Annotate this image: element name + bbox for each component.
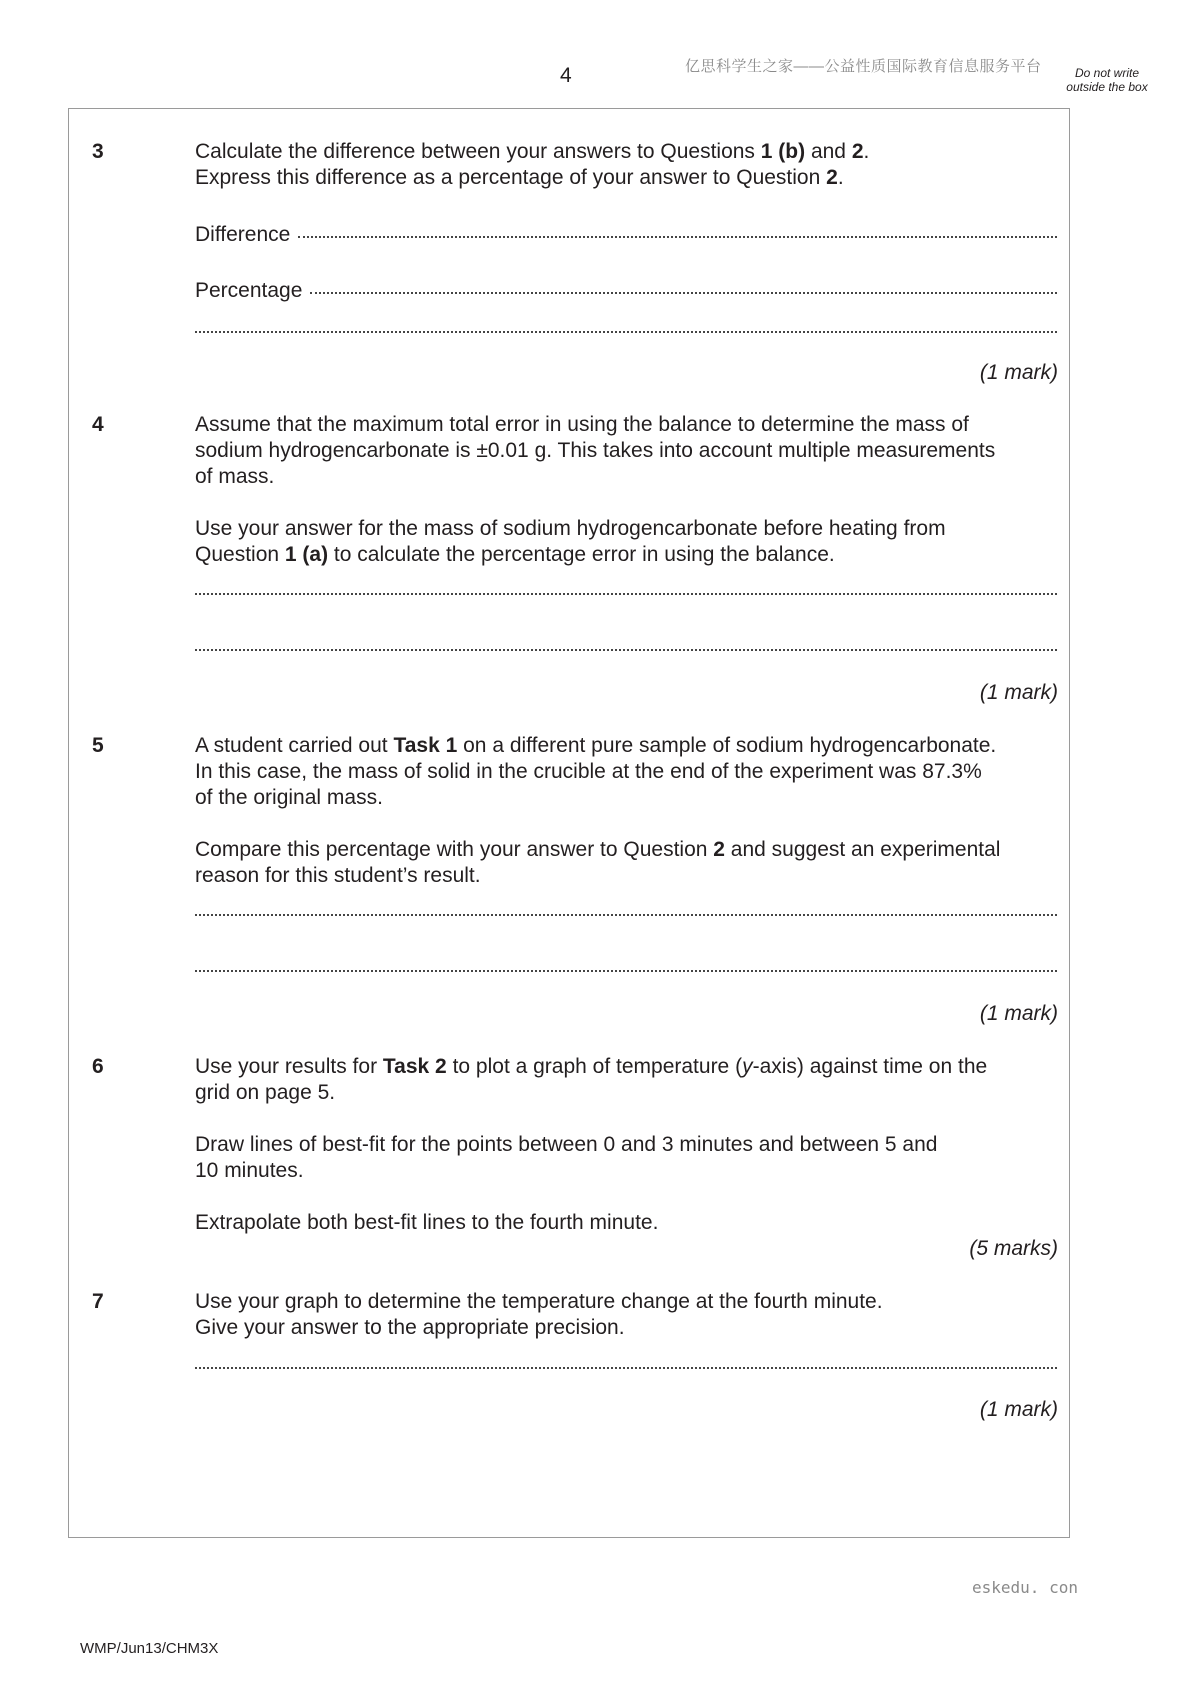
question-3-extra-answer-line[interactable] [195,334,1057,336]
question-6-marks: (5 marks) [969,1237,1058,1260]
difference-label: Difference [195,223,291,246]
question-5-answer-line-1[interactable] [195,917,1057,919]
question-7-text [195,1289,1055,1341]
question-3-marks: (1 mark) [979,361,1058,384]
question-3-text [195,139,1055,191]
question-text-line: Use your graph to determine the temperature change at the fourth minute. [195,1290,883,1313]
dotted-line [310,292,1057,294]
question-7-answer-line[interactable] [195,1370,1057,1372]
dotted-line [195,593,1057,595]
dotted-line [195,331,1057,333]
question-text-line [195,1106,1055,1132]
percentage-label: Percentage [195,279,303,302]
question-text-line: Use your results for Task 2 to plot a graph of temperature (y-axis) against time on the [195,1055,988,1078]
question-number-6: 6 [92,1055,104,1078]
question-number-4: 4 [92,413,104,436]
question-7-marks: (1 mark) [979,1398,1058,1421]
page-number: 4 [560,64,572,87]
dotted-line [195,649,1057,651]
question-text-line: of the original mass. [195,786,383,809]
question-text-line: Extrapolate both best-fit lines to the fourth minute. [195,1211,659,1234]
question-text-line: Use your answer for the mass of sodium hydrogencarbonate before heating from [195,517,946,540]
question-4-marks: (1 mark) [979,681,1058,704]
margin-note: Do not write outside the box [1066,66,1148,94]
question-6-text [195,1054,1055,1236]
dotted-line [195,1367,1057,1369]
question-text-line [195,811,1055,837]
question-text-line: Express this difference as a percentage of your answer to Question 2. [195,166,844,189]
question-5-answer-line-2[interactable] [195,973,1057,975]
question-text-line: grid on page 5. [195,1081,336,1104]
footer-site-text: eskedu. con [972,1578,1078,1597]
question-text-line: reason for this student’s result. [195,864,481,887]
watermark-text: 亿思科学生之家——公益性质国际教育信息服务平台 [685,58,1042,75]
question-text-line: Give your answer to the appropriate precision. [195,1316,625,1339]
question-text-line: 10 minutes. [195,1159,304,1182]
question-text-line [195,490,1055,516]
difference-answer-line[interactable] [195,222,1057,248]
question-number-7: 7 [92,1290,104,1313]
question-text-line: A student carried out Task 1 on a different pure sample of sodium hydrogencarbonate. [195,734,997,757]
dotted-line [195,970,1057,972]
question-5-marks: (1 mark) [979,1002,1058,1025]
question-5-text [195,733,1055,889]
question-text-line: In this case, the mass of solid in the crucible at the end of the experiment was 87.3% [195,760,982,783]
question-number-5: 5 [92,734,104,757]
dotted-line [298,236,1057,238]
question-text-line: Calculate the difference between your answers to Questions 1 (b) and 2. [195,140,870,163]
question-text-line: Question 1 (a) to calculate the percentage error in using the balance. [195,543,835,566]
question-4-answer-line-2[interactable] [195,652,1057,654]
question-number-3: 3 [92,140,104,163]
question-4-text [195,412,1055,568]
question-text-line: Draw lines of best-fit for the points between 0 and 3 minutes and between 5 and [195,1133,938,1156]
question-text-line: of mass. [195,465,275,488]
paper-code: WMP/Jun13/CHM3X [80,1640,219,1657]
question-text-line: Compare this percentage with your answer to Question 2 and suggest an experimental [195,838,1001,861]
percentage-answer-line[interactable] [195,278,1057,304]
question-4-answer-line-1[interactable] [195,596,1057,598]
dotted-line [195,914,1057,916]
question-text-line: Assume that the maximum total error in using the balance to determine the mass of [195,413,969,436]
question-text-line: sodium hydrogencarbonate is ±0.01 g. This takes into account multiple measurements [195,439,996,462]
question-text-line [195,1184,1055,1210]
